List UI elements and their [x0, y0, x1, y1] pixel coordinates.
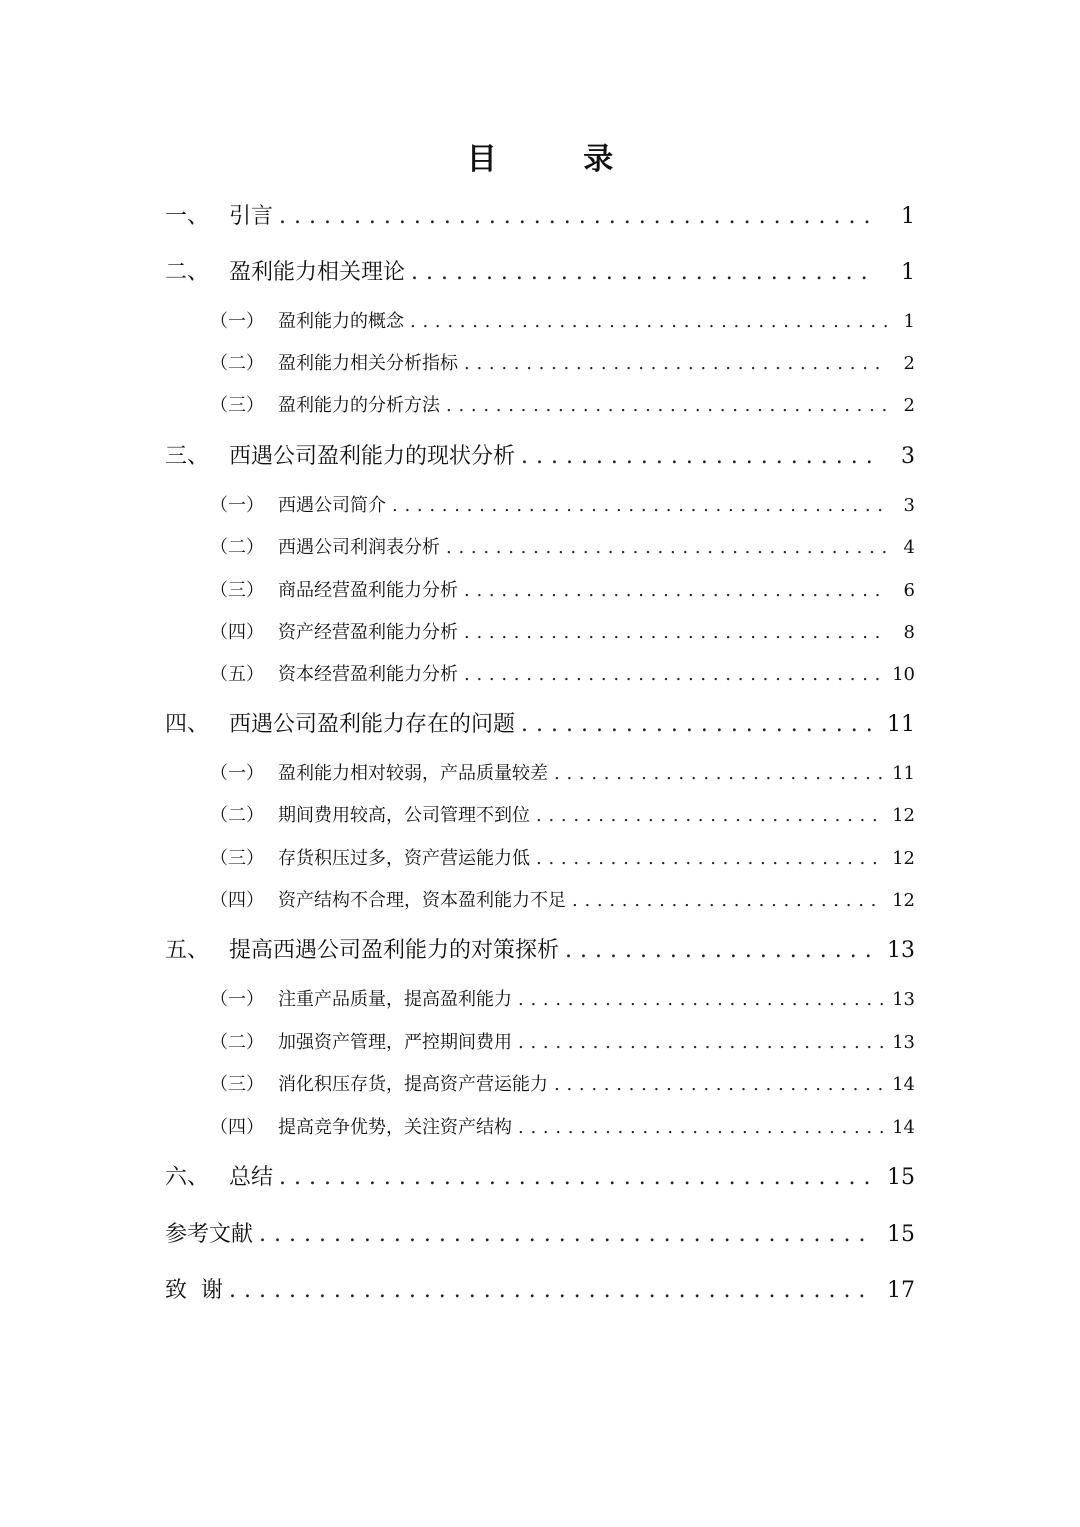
toc-entry-number: （一） [210, 311, 264, 332]
toc-entry-number: （三） [210, 848, 264, 869]
toc-entry-label: 加强资产管理，严控期间费用 [278, 1032, 512, 1053]
dot-leader [565, 934, 873, 968]
toc-entry-number: （二） [210, 353, 264, 374]
toc-entry-acknowledgements[interactable] [165, 1274, 915, 1308]
toc-entry-number: （二） [210, 805, 264, 826]
toc-entry-number: （四） [210, 890, 264, 911]
toc-entry-number: （一） [210, 763, 264, 784]
toc-page-number: 15 [887, 1165, 915, 1190]
toc-entry-number: 一、 [165, 204, 210, 229]
dot-leader [464, 577, 887, 605]
toc-entry-label: 提高西遇公司盈利能力的对策探析 [229, 938, 560, 963]
toc-subentry-inventory-backlog[interactable] [210, 845, 915, 873]
toc-entry-label: 引言 [229, 204, 274, 229]
toc-page-number: 6 [903, 580, 915, 601]
toc-entry-number: （三） [210, 395, 264, 416]
toc-entry-problems[interactable] [165, 708, 915, 742]
toc-entry-label: 资本经营盈利能力分析 [278, 664, 458, 685]
toc-page-number: 14 [892, 1117, 915, 1138]
toc-entry-label: 商品经营盈利能力分析 [278, 580, 458, 601]
toc-entry-label: 提高竞争优势，关注资产结构 [278, 1117, 512, 1138]
toc-entry-number: （五） [210, 664, 264, 685]
toc-entry-label: 资产经营盈利能力分析 [278, 622, 458, 643]
toc-page-number: 10 [892, 664, 915, 685]
dot-leader [464, 661, 884, 689]
toc-entry-label: 西遇公司盈利能力的现状分析 [229, 444, 516, 469]
toc-page-number: 14 [892, 1074, 915, 1095]
dot-leader [229, 1274, 873, 1308]
toc-subentry-high-expenses[interactable] [210, 802, 915, 830]
toc-entry-label: 盈利能力的概念 [278, 311, 404, 332]
toc-subentry-concept[interactable] [210, 308, 915, 336]
toc-entry-number: 五、 [165, 938, 210, 963]
toc-page-number: 13 [892, 1032, 915, 1053]
toc-entry-label: 致 谢 [165, 1278, 223, 1303]
toc-entry-number: （三） [210, 580, 264, 601]
toc-entry-number: 四、 [165, 712, 210, 737]
dot-leader [411, 256, 877, 290]
toc-entry-number: （四） [210, 622, 264, 643]
toc-page-number: 1 [901, 204, 915, 229]
toc-subentry-commodity-operation[interactable] [210, 577, 915, 605]
toc-entry-number: （二） [210, 1032, 264, 1053]
toc-entry-label: 参考文献 [165, 1222, 254, 1247]
toc-page-number: 1 [903, 311, 915, 332]
toc-entry-label: 盈利能力相对较弱，产品质量较差 [278, 763, 548, 784]
toc-entry-label: 存货积压过多，资产营运能力低 [278, 848, 530, 869]
toc-subentry-company-intro[interactable] [210, 492, 915, 520]
toc-entry-label: 盈利能力的分析方法 [278, 395, 440, 416]
dot-leader [464, 619, 887, 647]
dot-leader [554, 1071, 884, 1099]
dot-leader [521, 708, 873, 742]
toc-subentry-income-statement[interactable] [210, 534, 915, 562]
toc-page-number: 1 [901, 260, 915, 285]
dot-leader [518, 1114, 884, 1142]
toc-entry-countermeasures[interactable] [165, 934, 915, 968]
toc-entry-label: 消化积压存货，提高资产营运能力 [278, 1074, 548, 1095]
dot-leader [572, 887, 884, 915]
toc-page-number: 11 [892, 763, 915, 784]
toc-page-number: 12 [892, 848, 915, 869]
toc-entry-label: 期间费用较高，公司管理不到位 [278, 805, 530, 826]
toc-entry-label: 资产结构不合理，资本盈利能力不足 [278, 890, 566, 911]
toc-entry-label: 西遇公司利润表分析 [278, 537, 440, 558]
toc-entry-label: 西遇公司盈利能力存在的问题 [229, 712, 516, 737]
toc-subentry-capital-operation[interactable] [210, 661, 915, 689]
dot-leader [518, 1029, 884, 1057]
dot-leader [279, 200, 877, 234]
dot-leader [536, 845, 884, 873]
toc-page-number: 12 [892, 805, 915, 826]
toc-subentry-competitive-advantage[interactable] [210, 1114, 915, 1142]
toc-page-number: 13 [887, 938, 915, 963]
toc-subentry-digest-inventory[interactable] [210, 1071, 915, 1099]
toc-entry-label: 盈利能力相关理论 [229, 260, 406, 285]
toc-title: 目 录 [466, 142, 652, 177]
dot-leader [392, 492, 887, 520]
toc-page-number: 13 [892, 989, 915, 1010]
toc-page-number: 3 [901, 444, 915, 469]
toc-subentry-asset-structure[interactable] [210, 887, 915, 915]
toc-page-number: 12 [892, 890, 915, 911]
toc-subentry-weak-profitability[interactable] [210, 760, 915, 788]
toc-page-number: 17 [887, 1278, 915, 1303]
dot-leader [464, 350, 887, 378]
dot-leader [410, 308, 887, 336]
toc-subentry-asset-operation[interactable] [210, 619, 915, 647]
toc-subentry-product-quality[interactable] [210, 986, 915, 1014]
toc-entry-number: （二） [210, 537, 264, 558]
toc-subentry-indicators[interactable] [210, 350, 915, 378]
toc-entry-number: 六、 [165, 1165, 210, 1190]
dot-leader [536, 802, 884, 830]
toc-entry-number: （一） [210, 495, 264, 516]
toc-entry-number: 三、 [165, 444, 210, 469]
dot-leader [518, 986, 884, 1014]
toc-entry-status-analysis[interactable] [165, 440, 915, 474]
toc-entry-number: （四） [210, 1117, 264, 1138]
toc-entry-label: 西遇公司简介 [278, 495, 386, 516]
toc-entry-number: （一） [210, 989, 264, 1010]
dot-leader [521, 440, 877, 474]
toc-page-number: 4 [903, 537, 915, 558]
toc-page-number: 2 [903, 353, 915, 374]
toc-page-number: 3 [903, 495, 915, 516]
dot-leader [279, 1161, 873, 1195]
toc-page-number: 11 [887, 712, 915, 737]
toc-page-number: 8 [903, 622, 915, 643]
toc-subentry-asset-management[interactable] [210, 1029, 915, 1057]
toc-entry-number: 二、 [165, 260, 210, 285]
toc-entry-summary[interactable] [165, 1161, 915, 1195]
dot-leader [554, 760, 884, 788]
toc-entry-label: 盈利能力相关分析指标 [278, 353, 458, 374]
toc-entry-label: 注重产品质量，提高盈利能力 [278, 989, 512, 1010]
toc-entry-label: 总结 [229, 1165, 274, 1190]
toc-page-number: 15 [887, 1222, 915, 1247]
toc-entry-theory[interactable] [165, 256, 915, 290]
toc-entry-references[interactable] [165, 1218, 915, 1252]
dot-leader [446, 534, 887, 562]
toc-entry-introduction[interactable] [165, 200, 915, 234]
dot-leader [446, 392, 887, 420]
toc-page-number: 2 [903, 395, 915, 416]
dot-leader [259, 1218, 873, 1252]
toc-subentry-methods[interactable] [210, 392, 915, 420]
toc-entry-number: （三） [210, 1074, 264, 1095]
